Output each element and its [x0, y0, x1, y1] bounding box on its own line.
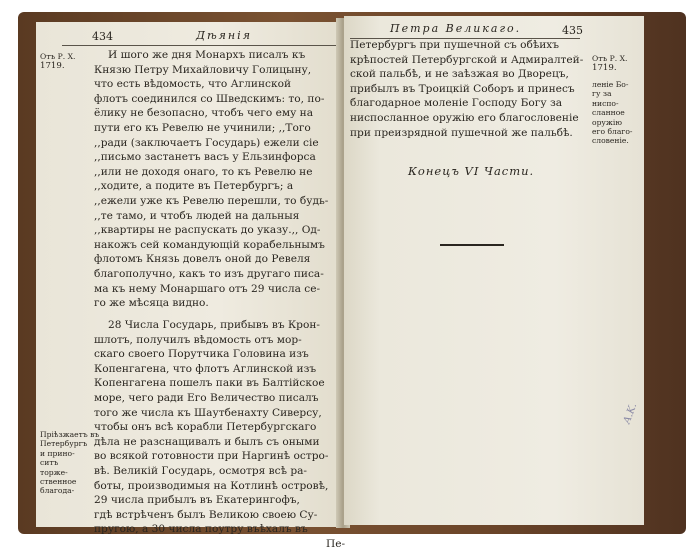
- margin-note-left: Пріѣзжаетъ въ Петербургъ и прино- ситъ торже- ственное благода-: [40, 430, 100, 496]
- pencil-mark: A.K.: [621, 401, 640, 426]
- margin-year-left: Отъ Р. Х. 1719.: [40, 52, 76, 72]
- running-head-left: Дѣянія: [196, 29, 252, 42]
- right-page: [344, 16, 644, 525]
- paragraph-1: И шого же дня Монархъ писалъ къ Князю Петру Михайловичу Голицыну, что есть вѣдомость, что Аглинской флотъ соединился со Шведскимъ: то, по- ёлику не безопасно, чтобъ чего ему на пути его къ Ревелю не учинили; ,,Того ,,ради (заключаетъ Государь) ежели сiе ,,письмо застанетъ васъ у Ельзинфорса ,,или не доходя онаго, то къ Ревелю не ,,ходите, а подите въ Петербургъ; а ,,ежели уже къ Ревелю перешли, то будь- ,,те тамо, и чтобъ людей на дальныя ,,квартиры не распускать до указу.,, Од- накожъ сей командующiй корабельнымъ флотомъ Князь довелъ оной до Ревеля благополучно, какъ то изъ другаго писа- ма къ нему Монаршаго отъ 29 числа се- го же мѣсяца видно.: [94, 49, 329, 310]
- running-head-right: Петра Великаго.: [390, 22, 522, 35]
- paragraph-right: Петербургъ при пушечной съ обѣихъ крѣпостей Петербургской и Адмиралтей- ской пальбѣ, и не заѣзжая во Дворецъ, прибылъ въ Троицкiй Соборъ и принесъ благодарное моленiе Господу Богу за ниспосланное оружiю его благословенiе при преизрядной пушечной же пальбѣ.: [350, 39, 584, 139]
- margin-year-right: Отъ Р. Х. 1719.: [592, 54, 628, 74]
- left-page: [36, 22, 346, 550]
- page-number-left: 434: [92, 30, 113, 43]
- end-rule: [440, 244, 504, 246]
- page-number-right: 435: [562, 24, 583, 37]
- end-of-part: Конецъ VI Части.: [408, 164, 535, 178]
- margin-note-right: ленiе Бо- гу за ниспо- сланное оружiю его благо- словенiе.: [592, 80, 633, 146]
- paragraph-2: 28 Числа Государь, прибывъ въ Крон- шлотъ, получилъ вѣдомость отъ мор- скаго своего Порутчика Головина изъ Копенгагена, что флотъ Аглинской изъ Копенгагена пошелъ паки въ Балтiйское море, чего ради Его Величество писалъ того же числа къ Шаутбенахту Сиверсу, чтобы онъ всѣ корабли Петербургскаго дѣла не разснащивалъ и былъ съ оными во всякой готовности при Наргинѣ остро- вѣ. Великiй Государь, осмотря всѣ ра- боты, производимыя на Котлинѣ островѣ, 29 числа прибылъ въ Екатерингофъ, гдѣ встрѣченъ былъ Великою своею Су- пругою, а 30 числа поутру въѣхалъ въ Пе-: [94, 319, 346, 550]
- head-rule-left: [62, 45, 342, 46]
